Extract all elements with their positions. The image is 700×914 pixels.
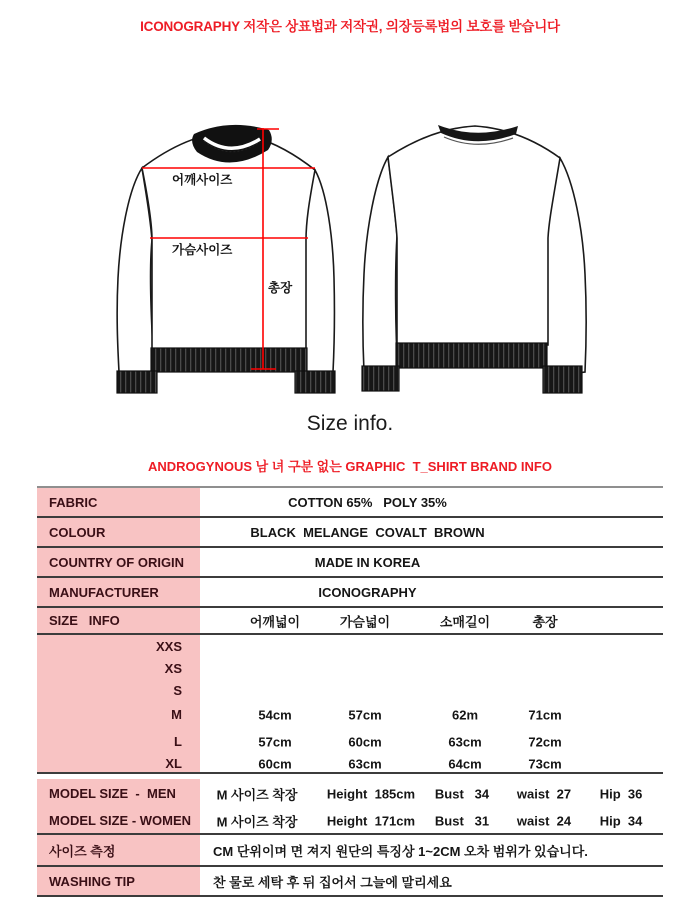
col-header-shoulder: 어깨넓이 <box>249 614 301 629</box>
model-waist: waist 27 <box>516 786 572 801</box>
model-fit: M 사이즈 착장 <box>216 787 298 802</box>
product-spec-table <box>37 486 663 897</box>
size-name: S <box>37 679 200 701</box>
size-name: L <box>37 728 200 755</box>
model-women-label: MODEL SIZE - WOMEN <box>37 808 200 833</box>
origin-label: COUNTRY OF ORIGIN <box>37 548 200 576</box>
size-row-xs <box>37 657 663 679</box>
cell-chest: 60cm <box>348 734 382 749</box>
back-right-cuff <box>543 366 582 393</box>
cell-chest: 57cm <box>348 707 382 722</box>
washing-tip-note: 찬 물로 세탁 후 뒤 집어서 그늘에 말리세요 <box>213 874 452 890</box>
washing-tip-row <box>37 867 663 897</box>
size-row-xxs <box>37 635 663 657</box>
cell-sleeve: 62m <box>451 707 479 722</box>
back-left-cuff <box>362 366 399 391</box>
back-hem-band <box>396 343 547 368</box>
washing-tip-label: WASHING TIP <box>37 867 200 895</box>
copyright-notice: ICONOGRAPHY 저작은 상표법과 저작권, 의장등록법의 보호를 받습니다 <box>140 19 560 34</box>
brand-info-line: ANDROGYNOUS 남 녀 구분 없는 GRAPHIC T_SHIRT BRAND INFO <box>148 459 552 474</box>
cell-shoulder: 60cm <box>258 756 292 771</box>
model-waist: waist 24 <box>516 813 572 828</box>
size-measure-label: 사이즈 측정 <box>37 835 200 865</box>
sweatshirt-back-diagram <box>355 108 615 400</box>
model-fit: M 사이즈 착장 <box>216 814 298 829</box>
fabric-value: COTTON 65% POLY 35% <box>288 494 447 510</box>
model-height: Height 185cm <box>326 786 416 801</box>
manufacturer-label: MANUFACTURER <box>37 578 200 606</box>
model-hip: Hip 36 <box>599 786 643 801</box>
cell-length: 72cm <box>528 734 562 749</box>
model-bust: Bust 34 <box>434 786 490 801</box>
size-header-row <box>37 608 663 635</box>
model-men-label: MODEL SIZE - MEN <box>37 779 200 808</box>
size-info-label: SIZE INFO <box>37 608 200 633</box>
back-torso <box>388 126 560 345</box>
cell-sleeve: 63cm <box>448 734 482 749</box>
size-row-m <box>37 701 663 728</box>
table-row-origin <box>37 548 663 578</box>
chest-measure-label: 가슴사이즈 <box>172 243 233 257</box>
colour-label: COLOUR <box>37 518 200 546</box>
table-row-manufacturer <box>37 578 663 608</box>
sweatshirt-front-diagram <box>92 110 352 400</box>
cell-shoulder: 57cm <box>258 734 292 749</box>
cell-chest: 63cm <box>348 756 382 771</box>
front-hem-band <box>151 348 307 372</box>
fabric-label: FABRIC <box>37 488 200 516</box>
cell-length: 71cm <box>528 707 562 722</box>
front-torso <box>142 132 315 350</box>
length-measure-label: 총장 <box>268 281 293 295</box>
cell-length: 73cm <box>528 756 562 771</box>
model-height: Height 171cm <box>326 813 416 828</box>
model-size-women-row <box>37 808 663 835</box>
size-row-s <box>37 679 663 701</box>
size-name: M <box>37 701 200 728</box>
model-hip: Hip 34 <box>599 813 643 828</box>
col-header-chest: 가슴넓이 <box>339 614 391 629</box>
model-bust: Bust 31 <box>434 813 490 828</box>
origin-value: MADE IN KOREA <box>314 554 421 570</box>
front-right-cuff <box>295 371 335 393</box>
size-measure-note-row <box>37 835 663 867</box>
cell-shoulder: 54cm <box>258 707 292 722</box>
size-row-xl <box>37 755 663 774</box>
size-row-l <box>37 728 663 755</box>
size-name: XL <box>37 755 200 772</box>
size-info-title: Size info. <box>306 412 394 435</box>
front-left-cuff <box>117 371 157 393</box>
col-header-length: 총장 <box>532 614 558 629</box>
size-measure-note: CM 단위이며 면 져지 원단의 특징상 1~2CM 오차 범위가 있습니다. <box>213 843 588 859</box>
size-name: XS <box>37 657 200 679</box>
colour-value: BLACK MELANGE COVALT BROWN <box>250 524 485 540</box>
col-header-sleeve: 소매길이 <box>439 614 491 629</box>
cell-sleeve: 64cm <box>448 756 482 771</box>
manufacturer-value: ICONOGRAPHY <box>318 584 417 600</box>
table-row-fabric <box>37 488 663 518</box>
table-row-colour <box>37 518 663 548</box>
size-name: XXS <box>37 635 200 657</box>
shoulder-measure-label: 어깨사이즈 <box>172 173 233 187</box>
model-size-men-row <box>37 774 663 808</box>
